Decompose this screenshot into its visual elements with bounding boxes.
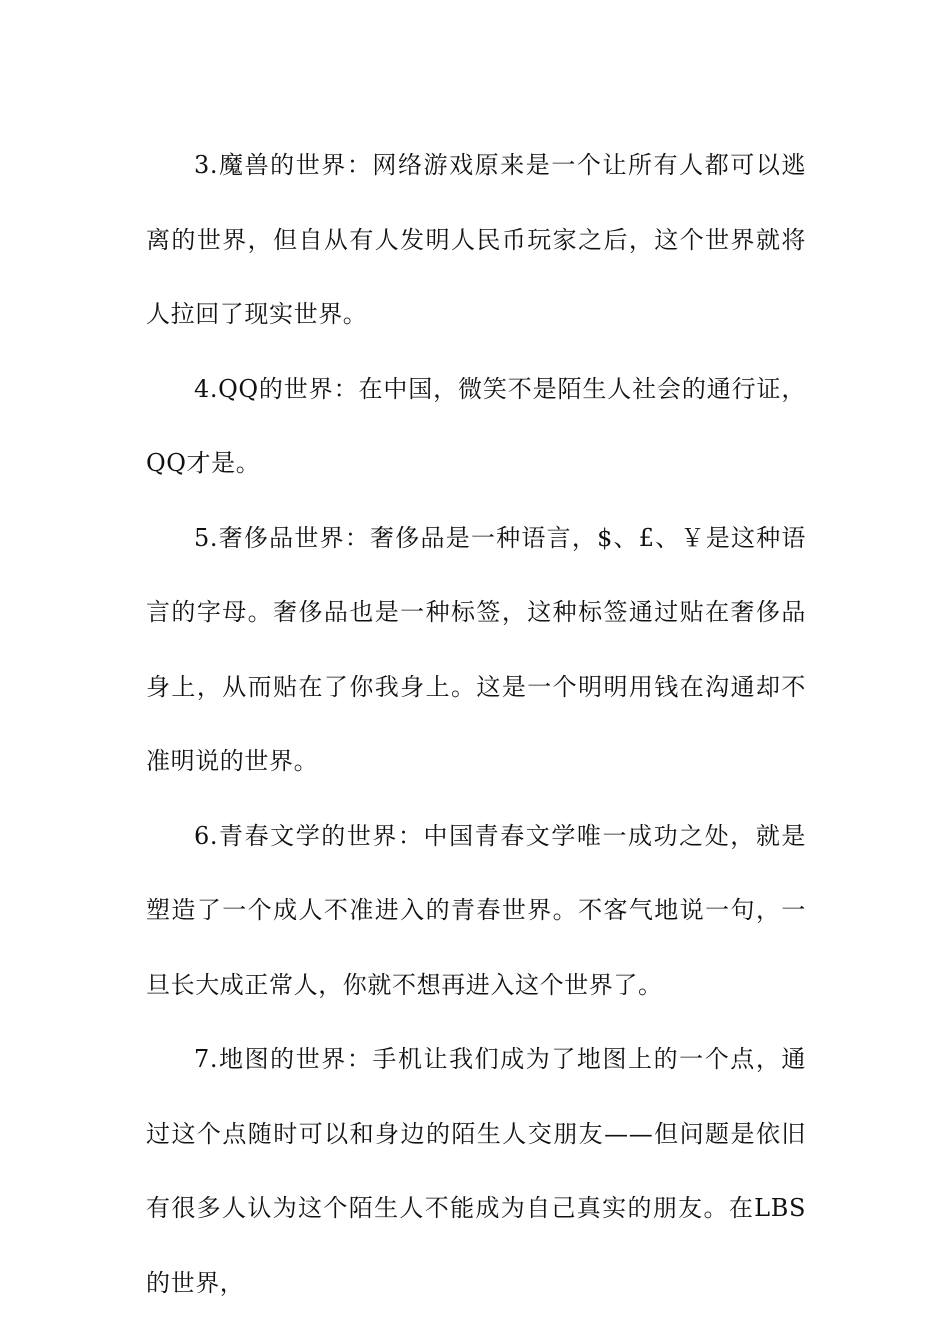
paragraph-luxury-world: 5.奢侈品世界：奢侈品是一种语言，$、£、￥是这种语言的字母。奢侈品也是一种标签，这种标签通过贴在奢侈品身上，从而贴在了你我身上。这是一个明明用钱在沟通却不准明说的世界。: [146, 523, 806, 775]
paragraph-warcraft-world: 3.魔兽的世界：网络游戏原来是一个让所有人都可以逃离的世界，但自从有人发明人民币玩家之后，这个世界就将人拉回了现实世界。: [146, 151, 806, 328]
document-body: [146, 128, 806, 1320]
paragraph-qq-world: 4.QQ的世界：在中国，微笑不是陌生人社会的通行证，QQ才是。: [146, 374, 806, 477]
paragraph-map-world: 7.地图的世界：手机让我们成为了地图上的一个点，通过这个点随时可以和身边的陌生人交朋友——但问题是依旧有很多人认为这个陌生人不能成为自己真实的朋友。在LBS的世界，: [146, 1045, 806, 1297]
paragraph-youth-literature-world: 6.青春文学的世界：中国青春文学唯一成功之处，就是塑造了一个成人不准进入的青春世界。不客气地说一句，一旦长大成正常人，你就不想再进入这个世界了。: [146, 821, 806, 999]
